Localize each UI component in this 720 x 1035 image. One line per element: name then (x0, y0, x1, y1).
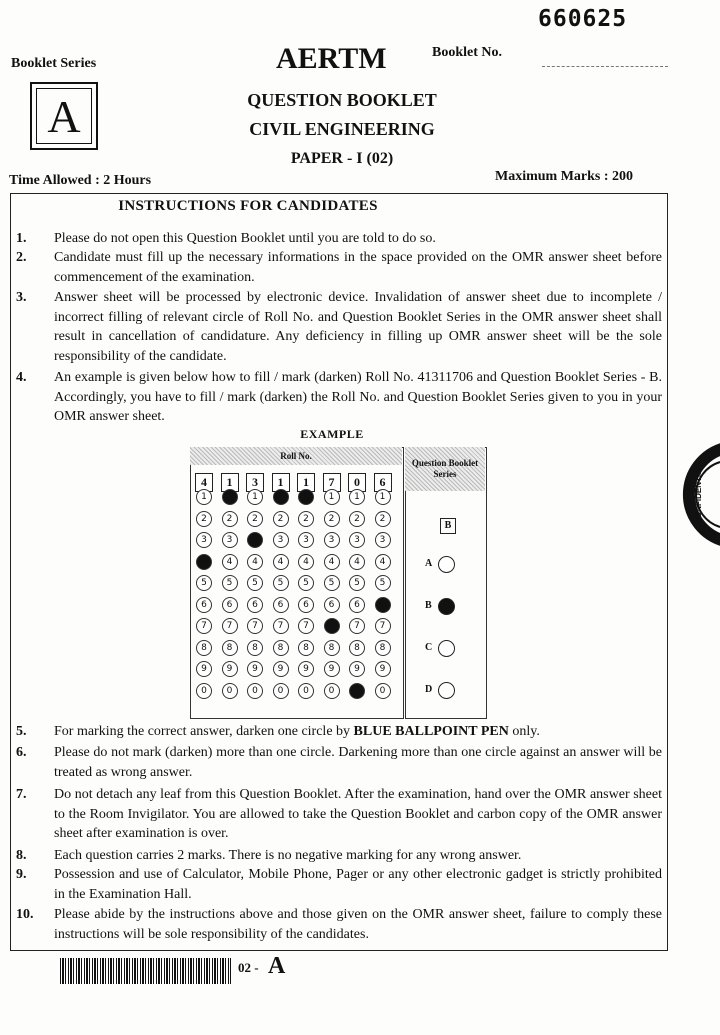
roll-digit-box: 3 (246, 473, 264, 492)
roll-bubble: 1 (349, 489, 365, 505)
roll-bubble: 7 (196, 618, 212, 634)
roll-bubble: 5 (222, 575, 238, 591)
instruction-item (16, 865, 662, 904)
roll-bubble: 1 (247, 489, 263, 505)
roll-bubble: 1 (196, 489, 212, 505)
series-option-label: C (425, 642, 433, 653)
roll-bubble: 3 (196, 532, 212, 548)
roll-bubble: 3 (375, 532, 391, 548)
roll-bubble: 0 (298, 683, 314, 699)
serial-number: 660625 (538, 6, 628, 32)
roll-digit-box: 4 (195, 473, 213, 492)
roll-bubble: 8 (247, 640, 263, 656)
roll-bubble: 2 (298, 511, 314, 527)
instruction-text: Each question carries 2 marks. There is no negative marking for any wrong answer. (54, 848, 522, 863)
confidential-badge (670, 442, 720, 547)
roll-bubble: 8 (196, 640, 212, 656)
roll-bubble: 2 (375, 511, 391, 527)
roll-bubble: 3 (273, 532, 289, 548)
roll-bubble: 7 (222, 618, 238, 634)
roll-bubble: 5 (349, 575, 365, 591)
roll-bubble: 7 (375, 618, 391, 634)
roll-bubble-filled: 1 (298, 489, 314, 505)
roll-bubble: 3 (222, 532, 238, 548)
series-option-label: D (425, 684, 433, 695)
instruction-item (16, 288, 662, 366)
instruction-text: Answer sheet will be processed by electronic device. Invalidation of answer sheet due to incomplete / incorrect filling of relevant circle of Roll No. and Question Booklet Series in the OMR answer sheet shall result in cancellation of candidature. Any deficiency in filling up OMR answer sheet will be the sole responsibility of the candidate. (54, 290, 662, 364)
instruction-text: Do not detach any leaf from this Question Booklet. After the examination, hand over the OMR answer sheet to the Room Invigilator. You are allowed to take the Question Booklet and carbon copy of the OMR answer sheet after examination is over. (54, 787, 662, 842)
roll-bubble: 3 (324, 532, 340, 548)
series-option-bubble (438, 640, 455, 657)
instruction-text: Please do not mark (darken) more than one circle. Darkening more than one circle against an answer will be treated as wrong answer. (54, 745, 662, 780)
roll-bubble: 9 (222, 661, 238, 677)
roll-bubble: 5 (196, 575, 212, 591)
roll-bubble: 9 (324, 661, 340, 677)
instruction-number: 7. (16, 787, 27, 802)
roll-bubble: 9 (247, 661, 263, 677)
series-option-label: B (425, 600, 432, 611)
instruction-number: 2. (16, 250, 27, 265)
roll-bubble: 8 (324, 640, 340, 656)
instruction-item (16, 743, 662, 782)
roll-bubble-filled: 3 (247, 532, 263, 548)
roll-bubble: 4 (298, 554, 314, 570)
roll-bubble: 3 (298, 532, 314, 548)
barcode (60, 958, 231, 984)
instruction-number: 9. (16, 867, 27, 882)
maximum-marks: Maximum Marks : 200 (495, 169, 634, 184)
roll-bubble-filled: 4 (196, 554, 212, 570)
footer-code: 02 - (238, 960, 259, 975)
roll-bubble: 0 (196, 683, 212, 699)
roll-bubble: 8 (349, 640, 365, 656)
roll-digit-box: 1 (297, 473, 315, 492)
paper-title: PAPER - I (02) (290, 150, 394, 167)
subject-title: CIVIL ENGINEERING (249, 119, 435, 139)
instruction-item (16, 248, 662, 287)
roll-bubble: 6 (324, 597, 340, 613)
roll-bubble: 6 (247, 597, 263, 613)
roll-digit-box: 1 (272, 473, 290, 492)
instruction-number: 8. (16, 848, 27, 863)
series-option-bubble (438, 682, 455, 699)
roll-bubble: 4 (273, 554, 289, 570)
roll-bubble: 9 (196, 661, 212, 677)
footer-series: A (268, 953, 286, 979)
roll-bubble: 6 (196, 597, 212, 613)
roll-digit-box: 6 (374, 473, 392, 492)
roll-bubble: 8 (273, 640, 289, 656)
instruction-number: 3. (16, 290, 27, 305)
roll-bubble-filled: 7 (324, 618, 340, 634)
question-booklet-series-header-text: Question Booklet Series (411, 458, 479, 479)
roll-bubble: 2 (196, 511, 212, 527)
instruction-text-suffix: only. (508, 724, 540, 739)
roll-bubble: 8 (298, 640, 314, 656)
series-option-label: A (425, 558, 433, 569)
roll-bubble-filled: 1 (222, 489, 238, 505)
roll-bubble: 0 (222, 683, 238, 699)
exam-code: AERTM (276, 42, 387, 75)
instruction-item (16, 368, 662, 427)
instruction-number: 10. (16, 907, 34, 922)
roll-bubble: 6 (222, 597, 238, 613)
roll-bubble: 9 (349, 661, 365, 677)
roll-bubble: 9 (273, 661, 289, 677)
booklet-title: QUESTION BOOKLET (247, 90, 437, 110)
roll-bubble: 5 (324, 575, 340, 591)
roll-bubble-filled: 0 (349, 683, 365, 699)
example-label: EXAMPLE (300, 427, 364, 441)
roll-bubble: 2 (273, 511, 289, 527)
roll-bubble-filled: 1 (273, 489, 289, 505)
roll-bubble: 4 (375, 554, 391, 570)
roll-no-header: Roll No. (190, 447, 402, 465)
roll-bubble: 5 (298, 575, 314, 591)
booklet-series-box (30, 82, 98, 150)
roll-bubble: 5 (375, 575, 391, 591)
booklet-series-label: Booklet Series (11, 56, 97, 71)
confidential-text: CONFIDENTIAL (694, 464, 703, 524)
roll-bubble: 0 (247, 683, 263, 699)
instruction-text: Possession and use of Calculator, Mobile Phone, Pager or any other electronic gadget is strictly prohibited in the Examination Hall. (54, 867, 662, 902)
instruction-number: 5. (16, 724, 27, 739)
roll-bubble: 9 (298, 661, 314, 677)
roll-bubble: 2 (324, 511, 340, 527)
roll-bubble: 7 (298, 618, 314, 634)
roll-bubble: 5 (247, 575, 263, 591)
roll-bubble: 5 (273, 575, 289, 591)
roll-bubble: 2 (247, 511, 263, 527)
roll-digit-box: 7 (323, 473, 341, 492)
booklet-no-label: Booklet No. (432, 45, 502, 60)
roll-digit-box: 1 (221, 473, 239, 492)
roll-bubble: 7 (273, 618, 289, 634)
roll-bubble: 4 (247, 554, 263, 570)
roll-bubble: 9 (375, 661, 391, 677)
booklet-series-letter: A (36, 88, 92, 144)
instruction-text: Candidate must fill up the necessary informations in the space provided on the OMR answer sheet before commencement of the examination. (54, 250, 662, 285)
instruction-item (16, 722, 662, 742)
instruction-text: An example is given below how to fill / mark (darken) Roll No. 41311706 and Question Booklet Series - B. Accordingly, you have to fill / mark (darken) the Roll No. and Question Booklet Series given to you in your OMR answer sheet. (54, 370, 662, 425)
roll-bubble-filled: 6 (375, 597, 391, 613)
roll-bubble: 3 (349, 532, 365, 548)
roll-bubble: 0 (324, 683, 340, 699)
time-allowed: Time Allowed : 2 Hours (9, 173, 152, 188)
instruction-item (16, 846, 662, 866)
instruction-item (16, 905, 662, 944)
series-option-bubble-filled (438, 598, 455, 615)
roll-bubble: 0 (273, 683, 289, 699)
instruction-number: 1. (16, 231, 27, 246)
instructions-title: INSTRUCTIONS FOR CANDIDATES (118, 198, 378, 214)
instruction-text: For marking the correct answer, darken one circle by (54, 724, 354, 739)
roll-bubble: 6 (273, 597, 289, 613)
instruction-emphasis: BLUE BALLPOINT PEN (353, 724, 509, 739)
series-option-bubble (438, 556, 455, 573)
roll-bubble: 2 (349, 511, 365, 527)
roll-bubble: 4 (349, 554, 365, 570)
roll-bubble: 2 (222, 511, 238, 527)
roll-bubble: 8 (222, 640, 238, 656)
booklet-no-field (542, 66, 668, 67)
instruction-item (16, 785, 662, 844)
instruction-text: Please do not open this Question Booklet until you are told to do so. (54, 231, 436, 246)
series-marked-box: B (440, 518, 456, 534)
roll-bubble: 7 (349, 618, 365, 634)
roll-bubble: 0 (375, 683, 391, 699)
roll-bubble: 4 (222, 554, 238, 570)
question-booklet-series-header (405, 447, 485, 491)
roll-bubble: 1 (324, 489, 340, 505)
roll-digit-box: 0 (348, 473, 366, 492)
instruction-text: Please abide by the instructions above and those given on the OMR answer sheet, failure to comply these instructions will be sole responsibility of the candidates. (54, 907, 662, 942)
instruction-number: 6. (16, 745, 27, 760)
roll-bubble: 8 (375, 640, 391, 656)
roll-bubble: 6 (349, 597, 365, 613)
roll-bubble: 7 (247, 618, 263, 634)
roll-bubble: 1 (375, 489, 391, 505)
roll-bubble: 4 (324, 554, 340, 570)
instruction-number: 4. (16, 370, 27, 385)
roll-bubble: 6 (298, 597, 314, 613)
instruction-item (16, 229, 662, 249)
